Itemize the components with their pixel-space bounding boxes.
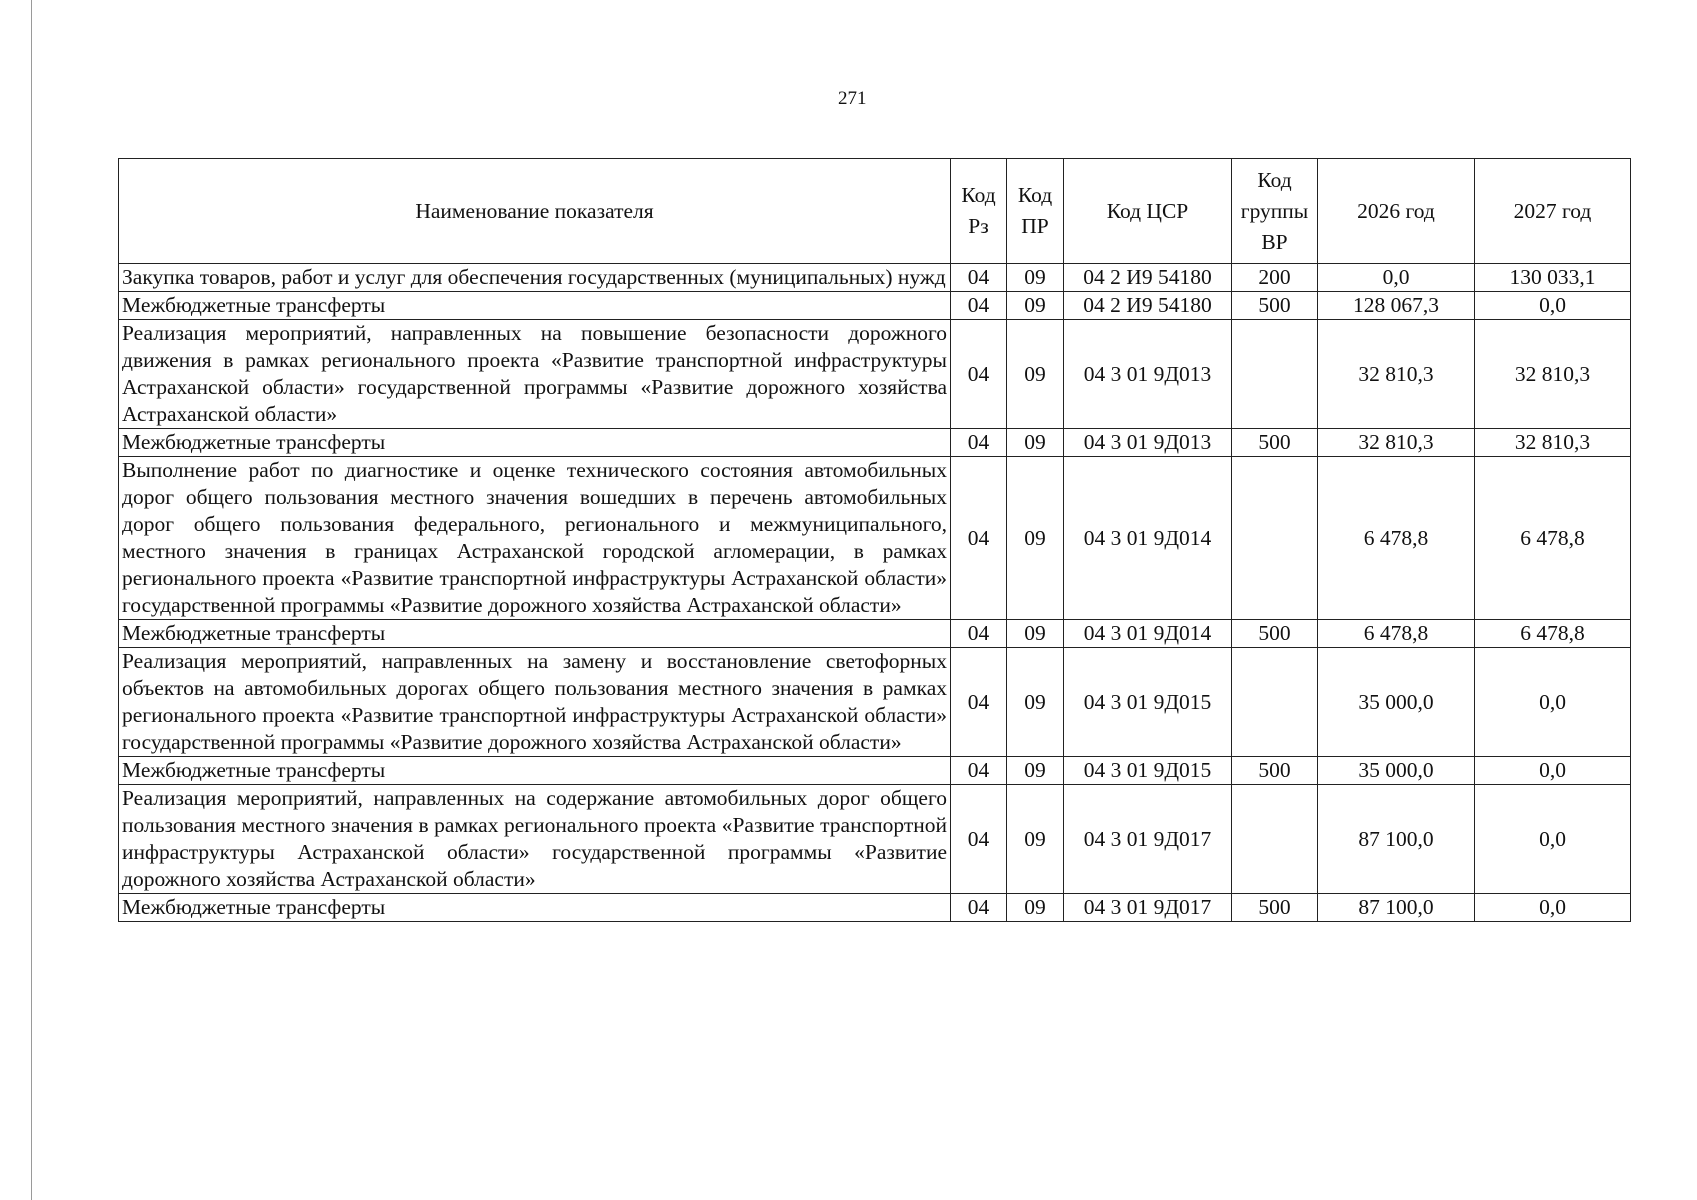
cell-rz: 04 — [951, 429, 1007, 457]
cell-vr — [1232, 785, 1318, 894]
cell-pr: 09 — [1007, 785, 1064, 894]
header-name: Наименование показателя — [119, 159, 951, 264]
cell-pr: 09 — [1007, 894, 1064, 922]
header-rz: Код Рз — [951, 159, 1007, 264]
cell-y2026: 87 100,0 — [1318, 894, 1475, 922]
cell-pr: 09 — [1007, 620, 1064, 648]
cell-y2027: 0,0 — [1475, 292, 1631, 320]
cell-csr: 04 3 01 9Д015 — [1064, 757, 1232, 785]
cell-vr: 500 — [1232, 292, 1318, 320]
cell-y2026: 32 810,3 — [1318, 429, 1475, 457]
cell-rz: 04 — [951, 757, 1007, 785]
cell-csr: 04 3 01 9Д015 — [1064, 648, 1232, 757]
table-row — [119, 457, 1631, 620]
header-2026: 2026 год — [1318, 159, 1475, 264]
cell-pr: 09 — [1007, 264, 1064, 292]
cell-pr: 09 — [1007, 429, 1064, 457]
table-body — [119, 264, 1631, 922]
cell-y2026: 35 000,0 — [1318, 648, 1475, 757]
cell-name: Межбюджетные трансферты — [119, 429, 951, 457]
cell-y2027: 32 810,3 — [1475, 320, 1631, 429]
cell-csr: 04 3 01 9Д013 — [1064, 429, 1232, 457]
cell-rz: 04 — [951, 264, 1007, 292]
cell-csr: 04 3 01 9Д013 — [1064, 320, 1232, 429]
cell-name: Межбюджетные трансферты — [119, 292, 951, 320]
table-row — [119, 785, 1631, 894]
table-row — [119, 292, 1631, 320]
cell-vr: 500 — [1232, 757, 1318, 785]
cell-rz: 04 — [951, 457, 1007, 620]
cell-pr: 09 — [1007, 320, 1064, 429]
cell-name: Реализация мероприятий, направленных на замену и восстановление светофорных объектов на автомобильных дорогах общего пользования местного значения в рамках регионального проекта «Развитие транспортной инфраструктуры Астраханской области» государственной программы «Развитие дорожного хозяйства Астраханской области» — [119, 648, 951, 757]
cell-vr: 500 — [1232, 429, 1318, 457]
cell-pr: 09 — [1007, 648, 1064, 757]
cell-rz: 04 — [951, 320, 1007, 429]
table-row — [119, 320, 1631, 429]
cell-name: Межбюджетные трансферты — [119, 757, 951, 785]
cell-vr — [1232, 457, 1318, 620]
cell-y2027: 130 033,1 — [1475, 264, 1631, 292]
cell-y2027: 0,0 — [1475, 757, 1631, 785]
cell-rz: 04 — [951, 785, 1007, 894]
cell-csr: 04 3 01 9Д017 — [1064, 785, 1232, 894]
cell-y2026: 6 478,8 — [1318, 457, 1475, 620]
cell-csr: 04 2 И9 54180 — [1064, 264, 1232, 292]
table-row — [119, 264, 1631, 292]
cell-vr: 500 — [1232, 894, 1318, 922]
cell-y2026: 0,0 — [1318, 264, 1475, 292]
cell-y2026: 128 067,3 — [1318, 292, 1475, 320]
binding-margin-line — [31, 0, 32, 1200]
table-row — [119, 429, 1631, 457]
cell-y2027: 32 810,3 — [1475, 429, 1631, 457]
cell-csr: 04 3 01 9Д014 — [1064, 620, 1232, 648]
header-vr: Код группы ВР — [1232, 159, 1318, 264]
cell-rz: 04 — [951, 292, 1007, 320]
cell-csr: 04 3 01 9Д014 — [1064, 457, 1232, 620]
header-csr: Код ЦСР — [1064, 159, 1232, 264]
cell-y2027: 6 478,8 — [1475, 620, 1631, 648]
table-row — [119, 894, 1631, 922]
cell-pr: 09 — [1007, 457, 1064, 620]
cell-vr — [1232, 320, 1318, 429]
cell-csr: 04 2 И9 54180 — [1064, 292, 1232, 320]
page-number: 271 — [838, 88, 867, 109]
cell-rz: 04 — [951, 648, 1007, 757]
cell-name: Выполнение работ по диагностике и оценке технического состояния автомобильных дорог общего пользования местного значения вошедших в перечень автомобильных дорог общего пользования федерального, регионального и межмуниципального, местного значения в границах Астраханской городской агломерации, в рамках регионального проекта «Развитие транспортной инфраструктуры Астраханской области» государственной программы «Развитие дорожного хозяйства Астраханской области» — [119, 457, 951, 620]
cell-y2027: 0,0 — [1475, 648, 1631, 757]
cell-rz: 04 — [951, 620, 1007, 648]
table-row — [119, 648, 1631, 757]
cell-y2026: 87 100,0 — [1318, 785, 1475, 894]
cell-y2027: 0,0 — [1475, 785, 1631, 894]
cell-y2026: 35 000,0 — [1318, 757, 1475, 785]
cell-name: Закупка товаров, работ и услуг для обеспечения государственных (муниципальных) нужд — [119, 264, 951, 292]
budget-table — [118, 158, 1631, 922]
header-2027: 2027 год — [1475, 159, 1631, 264]
cell-vr: 200 — [1232, 264, 1318, 292]
cell-vr: 500 — [1232, 620, 1318, 648]
cell-rz: 04 — [951, 894, 1007, 922]
cell-y2027: 0,0 — [1475, 894, 1631, 922]
cell-pr: 09 — [1007, 292, 1064, 320]
cell-name: Межбюджетные трансферты — [119, 620, 951, 648]
table-header-row — [119, 159, 1631, 264]
cell-y2026: 6 478,8 — [1318, 620, 1475, 648]
cell-vr — [1232, 648, 1318, 757]
cell-name: Реализация мероприятий, направленных на повышение безопасности дорожного движения в рамках регионального проекта «Развитие транспортной инфраструктуры Астраханской области» государственной программы «Развитие дорожного хозяйства Астраханской области» — [119, 320, 951, 429]
table-row — [119, 620, 1631, 648]
table-row — [119, 757, 1631, 785]
cell-y2026: 32 810,3 — [1318, 320, 1475, 429]
cell-csr: 04 3 01 9Д017 — [1064, 894, 1232, 922]
cell-pr: 09 — [1007, 757, 1064, 785]
cell-name: Реализация мероприятий, направленных на содержание автомобильных дорог общего пользования местного значения в рамках регионального проекта «Развитие транспортной инфраструктуры Астраханской области» государственной программы «Развитие дорожного хозяйства Астраханской области» — [119, 785, 951, 894]
cell-y2027: 6 478,8 — [1475, 457, 1631, 620]
cell-name: Межбюджетные трансферты — [119, 894, 951, 922]
header-pr: Код ПР — [1007, 159, 1064, 264]
